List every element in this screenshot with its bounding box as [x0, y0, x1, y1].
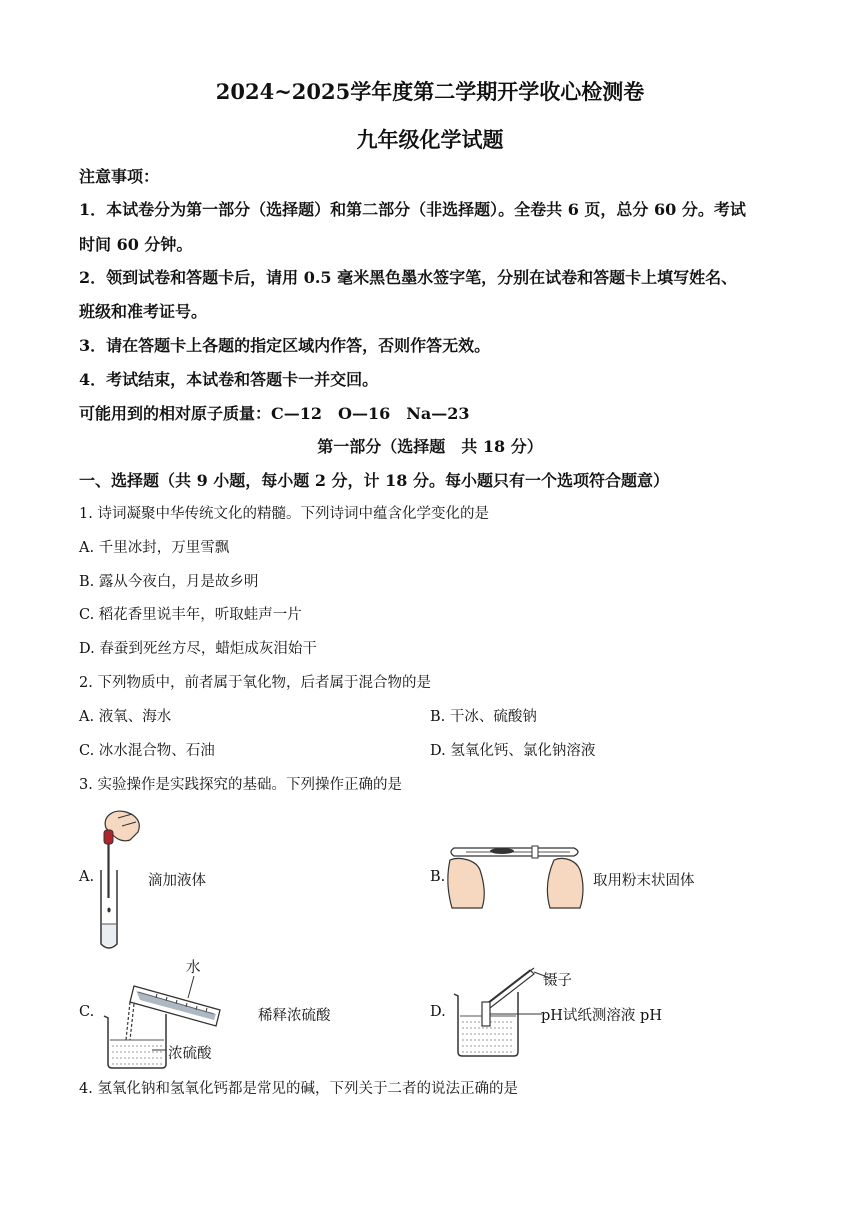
- notice-item-3: 3．请在答题卡上各题的指定区域内作答，否则作答无效。: [79, 336, 491, 355]
- notice-item-4: 4．考试结束，本试卷和答题卡一并交回。: [79, 370, 379, 389]
- exam-title: 2024~2025学年度第二学期开学收心检测卷: [215, 79, 645, 104]
- q3-option-d-tweezers-label: 镊子: [543, 973, 572, 989]
- q3-stem: 3. 实验操作是实践探究的基础。下列操作正确的是: [79, 777, 402, 793]
- q3-option-a-caption: 滴加液体: [148, 873, 206, 889]
- notice-item-2: 2．领到试卷和答题卡后，请用 0.5 毫米黑色墨水签字笔，分别在试卷和答题卡上填写姓名、: [79, 268, 738, 287]
- q1-option-d: D. 春蚕到死丝方尽，蜡炬成灰泪始干: [79, 641, 317, 657]
- q3-option-c-water-label: 水: [186, 960, 201, 976]
- notice-item-1-cont: 时间 60 分钟。: [79, 235, 193, 254]
- q2-option-d: D. 氢氧化钙、氯化钠溶液: [430, 743, 596, 759]
- atomic-mass-line: 可能用到的相对原子质量：C—12 O—16 Na—23: [79, 404, 470, 423]
- notice-item-1: 1．本试卷分为第一部分（选择题）和第二部分（非选择题）。全卷共 6 页，总分 60 分。考试: [79, 200, 746, 219]
- q3-option-d-label: D.: [430, 1004, 446, 1020]
- part1-heading: 第一部分（选择题 共 18 分）: [317, 437, 543, 456]
- q2-option-c: C. 冰水混合物、石油: [79, 743, 215, 759]
- notice-heading: 注意事项：: [79, 167, 160, 186]
- exam-subtitle: 九年级化学试题: [356, 127, 504, 152]
- q2-stem: 2. 下列物质中，前者属于氧化物，后者属于混合物的是: [79, 675, 431, 691]
- powder-tube-illustration: [446, 838, 586, 910]
- q1-option-a: A. 千里冰封，万里雪飘: [79, 540, 230, 556]
- section-heading: 一、选择题（共 9 小题，每小题 2 分，计 18 分。每小题只有一个选项符合题意）: [79, 471, 669, 490]
- q3-option-b-label: B.: [430, 869, 446, 885]
- q3-option-b-caption: 取用粉末状固体: [593, 873, 695, 889]
- q3-option-c-caption: 稀释浓硫酸: [258, 1008, 331, 1024]
- notice-item-2-cont: 班级和准考证号。: [79, 302, 208, 321]
- q1-option-b: B. 露从今夜白，月是故乡明: [79, 574, 259, 590]
- q2-option-a: A. 液氧、海水: [79, 709, 172, 725]
- q3-option-c-label: C.: [79, 1004, 95, 1020]
- q4-stem: 4. 氢氧化钠和氢氧化钙都是常见的碱，下列关于二者的说法正确的是: [79, 1081, 518, 1097]
- q1-option-c: C. 稻花香里说丰年，听取蛙声一片: [79, 607, 302, 623]
- q1-stem: 1. 诗词凝聚中华传统文化的精髓。下列诗词中蕴含化学变化的是: [79, 506, 489, 522]
- q3-option-d-caption: pH试纸测溶液 pH: [541, 1008, 662, 1024]
- q2-option-b: B. 干冰、硫酸钠: [430, 709, 537, 725]
- q3-option-a-label: A.: [79, 869, 95, 885]
- dropper-tube-illustration: [92, 806, 152, 952]
- q3-option-c-acid-label: 浓硫酸: [168, 1046, 212, 1062]
